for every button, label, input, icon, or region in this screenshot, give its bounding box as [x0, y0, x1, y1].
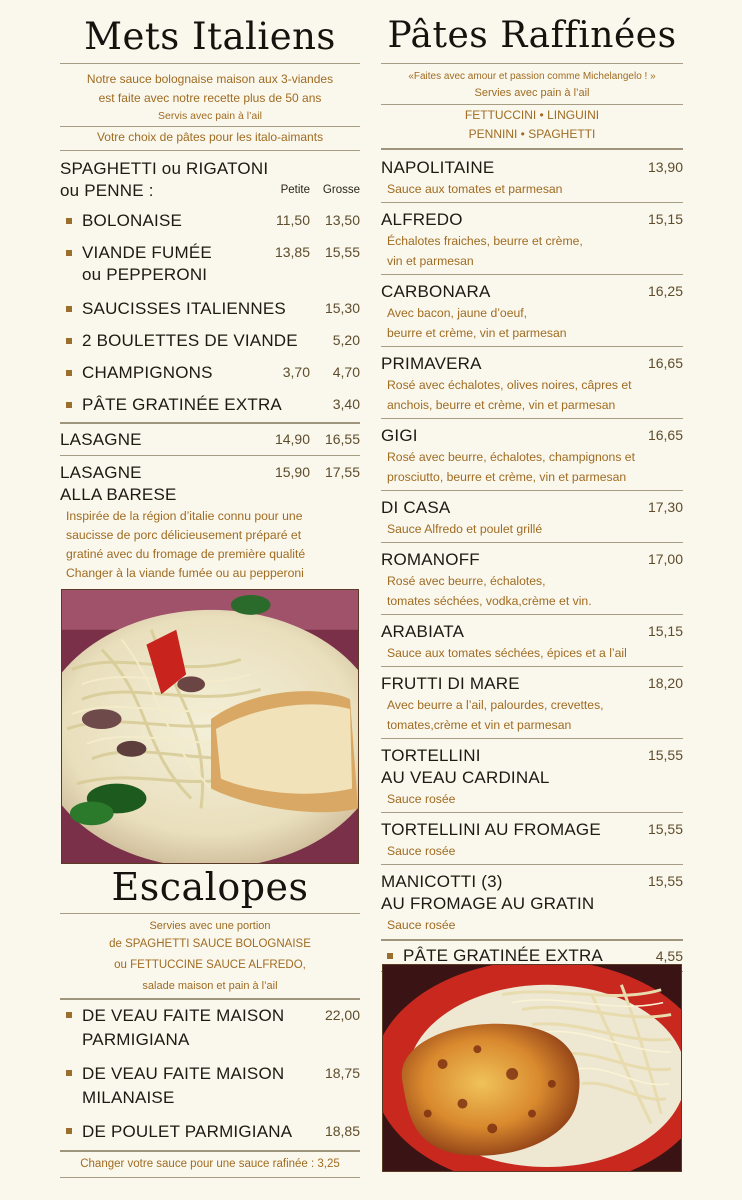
menu-item [60, 394, 360, 420]
item-description: Sauce rosée [387, 844, 456, 858]
item-description: vin et parmesan [387, 254, 474, 268]
intro-line: Servis avec pain à l’ail [158, 110, 262, 122]
menu-item-lasagne [60, 429, 360, 453]
price: 15,15 [647, 211, 683, 227]
item-description: Inspirée de la région d’italie connu pour une [66, 509, 303, 523]
item-description: Changer à la viande fumée ou au pepperoni [66, 566, 304, 580]
bullet-icon [66, 1012, 72, 1018]
divider [381, 542, 683, 543]
divider [381, 274, 683, 275]
price: 15,55 [647, 747, 683, 763]
price-large: 4,70 [332, 364, 360, 380]
section-title-escalopes: Escalopes [111, 865, 309, 909]
price: 17,30 [647, 499, 683, 515]
item-description: Sauce aux tomates et parmesan [387, 182, 563, 196]
divider [381, 864, 683, 865]
item-name: PÂTE GRATINÉE EXTRA [403, 946, 603, 965]
photo-fettuccine-alfredo [61, 589, 359, 864]
divider [60, 1150, 360, 1152]
menu-item [381, 673, 683, 735]
item-name: NAPOLITAINE [381, 158, 495, 177]
divider [60, 998, 360, 1000]
escalopes-intro: ou FETTUCCINE SAUCE ALFREDO, [114, 959, 306, 971]
item-name-line2: MILANAISE [82, 1088, 175, 1107]
price-large: 5,20 [332, 332, 360, 348]
pasta-header [60, 158, 360, 202]
price: 22,00 [324, 1007, 360, 1023]
item-description: Échalotes fraiches, beurre et crème, [387, 234, 583, 248]
menu-item [381, 497, 683, 539]
escalopes-section [60, 865, 360, 1178]
item-name: LASAGNE [60, 463, 142, 482]
menu-item [60, 210, 360, 236]
item-description: tomates séchées, vodka,crème et vin. [387, 594, 592, 608]
divider [381, 63, 683, 64]
item-name: VIANDE FUMÉE [82, 243, 212, 262]
divider [381, 939, 683, 941]
item-description: gratiné avec du fromage de première qualité [66, 547, 306, 561]
bullet-icon [66, 306, 72, 312]
price-small [250, 332, 310, 348]
item-name-line2: ALLA BARESE [60, 485, 177, 504]
price-large: 15,55 [324, 244, 360, 260]
divider [381, 490, 683, 491]
divider [60, 63, 360, 64]
item-description: Rosé avec beurre, échalotes, [387, 574, 546, 588]
menu-item [381, 745, 683, 809]
bullet-icon [66, 218, 72, 224]
divider [60, 1177, 360, 1178]
divider [60, 422, 360, 424]
section-title-mets-italiens: Mets Italiens [84, 15, 336, 58]
divider [381, 666, 683, 667]
price-small: 3,70 [282, 364, 310, 380]
item-description: tomates,crème et vin et parmesan [387, 718, 572, 732]
escalopes-intro: de SPAGHETTI SAUCE BOLOGNAISE [109, 938, 311, 950]
item-name: DE VEAU FAITE MAISON [82, 1064, 285, 1083]
escalope-item [60, 1004, 360, 1058]
col-large-label: Grosse [322, 184, 360, 196]
menu-item [381, 157, 683, 199]
item-name: ARABIATA [381, 622, 465, 641]
item-name: CHAMPIGNONS [82, 363, 213, 382]
item-name: DI CASA [381, 498, 451, 517]
price-large: 15,30 [324, 300, 360, 316]
item-name: SAUCISSES ITALIENNES [82, 299, 286, 318]
intro-quote: «Faites avec amour et passion comme Michelangelo ! » [408, 71, 656, 82]
item-name: FRUTTI DI MARE [381, 674, 520, 693]
item-name: LASAGNE [60, 430, 142, 449]
item-description: Rosé avec beurre, échalotes, champignons et [387, 450, 635, 464]
price-small [250, 300, 310, 316]
item-name: ROMANOFF [381, 550, 480, 569]
price-large: 17,55 [324, 464, 360, 480]
menu-item [60, 242, 360, 288]
col-small-label: Petite [280, 184, 310, 196]
price: 18,20 [647, 675, 683, 691]
sauce-change-note: Changer votre sauce pour une sauce rafinée : 3,25 [80, 1158, 340, 1170]
divider [381, 812, 683, 813]
item-description: Sauce aux tomates séchées, épices et a l’ail [387, 646, 627, 660]
bullet-icon [66, 1070, 72, 1076]
price: 18,85 [324, 1123, 360, 1139]
price-small: 14,90 [274, 431, 310, 447]
item-description: Sauce rosée [387, 918, 456, 932]
pasta-header-line: SPAGHETTI ou RIGATONI [60, 159, 269, 178]
price: 15,55 [647, 873, 683, 889]
divider [381, 148, 683, 150]
item-name-line2: ou PEPPERONI [82, 265, 208, 284]
price-large: 13,50 [324, 212, 360, 228]
item-description: anchois, beurre et crème, vin et parmesan [387, 398, 616, 412]
divider [60, 913, 360, 914]
item-name: PÂTE GRATINÉE EXTRA [82, 395, 282, 414]
bullet-icon [66, 250, 72, 256]
price-small: 13,85 [274, 244, 310, 260]
pasta-header-line: ou PENNE : [60, 181, 154, 200]
price-small [250, 396, 310, 412]
price: 18,75 [324, 1065, 360, 1081]
item-name: PRIMAVERA [381, 354, 482, 373]
escalopes-intro: Servies avec une portion [149, 920, 271, 932]
item-description: Avec bacon, jaune d’oeuf, [387, 306, 528, 320]
price-large: 3,40 [332, 396, 360, 412]
menu-item [381, 871, 683, 935]
bullet-icon [66, 370, 72, 376]
menu-item [381, 819, 683, 861]
item-name: BOLONAISE [82, 211, 183, 230]
menu-item-lasagne-barese [60, 462, 360, 506]
price: 15,15 [647, 623, 683, 639]
pasta-choice-note: Votre choix de pâtes pour les italo-aimants [96, 130, 324, 144]
item-name: DE POULET PARMIGIANA [82, 1122, 293, 1141]
divider [381, 418, 683, 419]
price-small: 15,90 [274, 464, 310, 480]
item-name: MANICOTTI (3) [381, 872, 503, 891]
escalopes-intro: salade maison et pain à l’ail [142, 980, 278, 992]
menu-item [60, 330, 360, 356]
intro-line: Notre sauce bolognaise maison aux 3-viandes [86, 72, 334, 86]
divider [381, 104, 683, 105]
price: 17,00 [647, 551, 683, 567]
item-description: beurre et crème, vin et parmesan [387, 326, 567, 340]
escalope-item [60, 1062, 360, 1116]
item-name-line2: PARMIGIANA [82, 1030, 190, 1049]
item-description: Rosé avec échalotes, olives noires, câpres et [387, 378, 632, 392]
menu-item [381, 549, 683, 611]
price: 15,55 [647, 821, 683, 837]
refined-pasta-list [381, 157, 683, 935]
bullet-icon [66, 338, 72, 344]
item-name: ALFREDO [381, 210, 463, 229]
divider [381, 202, 683, 203]
intro-line: Servies avec pain à l’ail [474, 87, 590, 99]
divider [60, 455, 360, 456]
intro-line: est faite avec notre recette plus de 50 ans [98, 91, 322, 105]
item-name: CARBONARA [381, 282, 491, 301]
divider [381, 738, 683, 739]
section-title-pates-raffinees: Pâtes Raffinées [387, 15, 677, 56]
price: 16,65 [647, 427, 683, 443]
price: 13,90 [647, 159, 683, 175]
menu-item [381, 621, 683, 663]
price: 4,55 [655, 948, 683, 964]
item-name: TORTELLINI AU FROMAGE [381, 820, 601, 839]
menu-item [60, 298, 360, 324]
price: 16,25 [647, 283, 683, 299]
item-name-line2: AU VEAU CARDINAL [381, 768, 550, 787]
left-column [60, 0, 360, 583]
item-description: Sauce rosée [387, 792, 456, 806]
item-description: prosciutto, beurre et crème, vin et parmesan [387, 470, 627, 484]
item-name: 2 BOULETTES DE VIANDE [82, 331, 298, 350]
bullet-icon [66, 402, 72, 408]
item-description: Avec beurre a l’ail, palourdes, crevettes, [387, 698, 604, 712]
escalope-item [60, 1120, 360, 1148]
price-large: 16,55 [324, 431, 360, 447]
pasta-types: FETTUCCINI • LINGUINI [464, 108, 600, 122]
divider [381, 346, 683, 347]
divider [60, 150, 360, 151]
menu-item [381, 425, 683, 487]
right-column [381, 0, 683, 972]
bullet-icon [66, 1128, 72, 1134]
item-description: Sauce Alfredo et poulet grillé [387, 522, 543, 536]
item-name-line2: AU FROMAGE AU GRATIN [381, 894, 595, 913]
price: 16,65 [647, 355, 683, 371]
menu-item [381, 209, 683, 271]
item-description: saucisse de porc délicieusement préparé et [66, 528, 302, 542]
menu-item [381, 353, 683, 415]
photo-veal-parmigiana [382, 964, 682, 1172]
divider [60, 126, 360, 127]
menu-item [60, 362, 360, 388]
item-name: TORTELLINI [381, 746, 481, 765]
item-name: DE VEAU FAITE MAISON [82, 1006, 285, 1025]
bullet-icon [387, 953, 393, 959]
item-name: GIGI [381, 426, 418, 445]
menu-item [381, 281, 683, 343]
price-small: 11,50 [276, 212, 310, 228]
pasta-types: PENNINI • SPAGHETTI [468, 127, 596, 141]
divider [381, 614, 683, 615]
